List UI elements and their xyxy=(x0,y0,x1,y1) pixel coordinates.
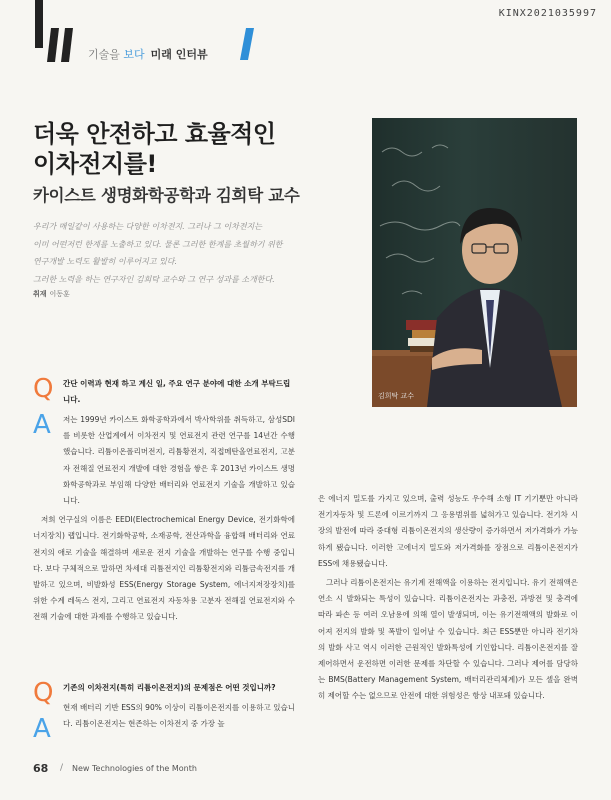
article-title xyxy=(33,119,363,179)
intro-line: 그러한 노력을 하는 연구자인 김희탁 교수와 그 연구 성과를 소개한다. xyxy=(33,274,275,284)
section-label-part1: 기술을 xyxy=(88,48,124,61)
question-text: 간단 이력과 현재 하고 계신 일, 주요 연구 분야에 대한 소개 부탁드립니다. xyxy=(63,379,291,404)
title-line-2: 이차전지를! xyxy=(33,150,157,178)
byline xyxy=(33,289,70,299)
footer-divider: / xyxy=(60,763,64,773)
question-text: 기존의 이차전지(특히 리튬이온전지)의 문제점은 어떤 것입니까? xyxy=(63,683,276,692)
header-slash-graphic xyxy=(33,0,77,62)
byline-label: 취재 xyxy=(33,290,47,298)
answer-a-icon: A xyxy=(33,714,51,744)
page-number: 68 xyxy=(33,762,49,775)
intro-line: 우리가 매일같이 사용하는 다양한 이차전지. 그러나 그 이차전지는 xyxy=(33,222,262,231)
question-q-icon: Q xyxy=(33,374,54,404)
section-label-part3: 미래 인터뷰 xyxy=(150,48,208,61)
intro-line: 이미 어떤저런 한계를 노출하고 있다. 물론 그러한 한계를 초월하기 위한 xyxy=(33,239,283,249)
photo-caption: 김희탁 교수 xyxy=(378,392,415,400)
answer-paragraph: 그러나 리튬이온전지는 유기계 전해액을 이용하는 전지입니다. 유기 전해액은 연소 시 발화되는 특성이 있습니다. 리튬이온전지는 과충전, 과방전 및 충격에 따라 파손 등 여러 오남용에 의해 열이 발생되며, 이는 유기전해액의 발화로 이어져 전지의 발화 및 폭발이 일어날 수 있습니다. 최근 ESS뿐만 아니라 전기차의 발화 사고 역시 이러한 근원적인 발화특성에 기인합니다. 리튬이온전지를 잘 제어하면서 운전하면 이러한 문제를 차단할 수 있습니다. 그러나 제어를 담당하는 BMS(Battery Management System, 배터리관리체계)가 모든 셀을 완벽히 제어할 수는 없으므로 안전에 대한 위험성은 항상 내포돼 있습니다. xyxy=(318,578,578,701)
intro-line: 연구개발 노력도 활발히 이루어지고 있다. xyxy=(33,257,178,266)
answer-paragraph: 저희 연구실의 이름은 EEDI(Electrochemical Energy Device, 전기화학에너지장치) 랩입니다. 전기화학공학, 소재공학, 전산과학을 융합해 배터리와 연료전지의 애로 기술을 해결하며 새로운 전지 기술을 개발하는 연구를 수행 중입니다. 보다 구체적으로 말하면 차세대 리튬전지인 리튬황전지와 리튬금속전지를 개발하고 있으며, 비발화성 ESS(Energy Storage System, 에너지저장장치)를 위한 수계 레독스 전지, 그리고 연료전지 자동차용 고분자 전해질 연료전지와 수전해 기술에 대한 과제를 수행하고 있습니다. xyxy=(33,515,295,622)
byline-name: 이동훈 xyxy=(49,290,70,298)
qa-block-2 xyxy=(33,678,295,744)
document-id: KINX2021035997 xyxy=(498,8,597,19)
section-label xyxy=(88,46,208,62)
question-q-icon: Q xyxy=(33,678,54,708)
photo-illustration xyxy=(372,118,577,407)
answer-paragraph: 저는 1999년 카이스트 화학공학과에서 박사학위를 취득하고, 삼성SDI를 비롯한 산업계에서 이차전지 및 연료전지 관련 연구를 14년간 수행했습니다. 리튬이온폴리머전지, 리튬황전지, 직접메탄올연료전지, 고분자 전해질 연료전지 개발에 대한 경험을 쌓은 후 2013년 카이스트 생명화학공학과로 부임해 다양한 배터리와 연료전지 기술을 개발하고 있습니다. xyxy=(63,415,295,506)
right-column xyxy=(318,491,578,705)
answer-paragraph: 은 에너지 밀도를 가지고 있으며, 출력 성능도 우수해 소형 IT 기기뿐만 아니라 전기자동차 및 드론에 이르기까지 그 응용범위를 넓혀가고 있습니다. 전기차 시장의 발전에 따라 중대형 리튬이온전지의 생산량이 증가하면서 저가격화가 가능하게 됐습니다. 이러한 고에너지 밀도와 저가격화를 장점으로 리튬이온전지가 ESS에 채용됐습니다. xyxy=(318,494,578,568)
qa-block-1 xyxy=(33,376,295,626)
publication-name: New Technologies of the Month xyxy=(72,764,197,773)
blue-slash-graphic xyxy=(234,28,254,60)
section-label-part2: 보다 xyxy=(123,48,145,61)
article-intro xyxy=(33,218,363,288)
answer-a-icon: A xyxy=(33,410,51,440)
answer-paragraph: 현재 배터리 기반 ESS의 90% 이상이 리튬이온전지를 이용하고 있습니다. 리튬이온전지는 현존하는 이차전지 중 가장 높 xyxy=(63,703,295,729)
title-line-1: 더욱 안전하고 효율적인 xyxy=(33,120,276,148)
article-subtitle: 카이스트 생명화학공학과 김희탁 교수 xyxy=(33,186,300,205)
professor-photo xyxy=(372,118,577,407)
